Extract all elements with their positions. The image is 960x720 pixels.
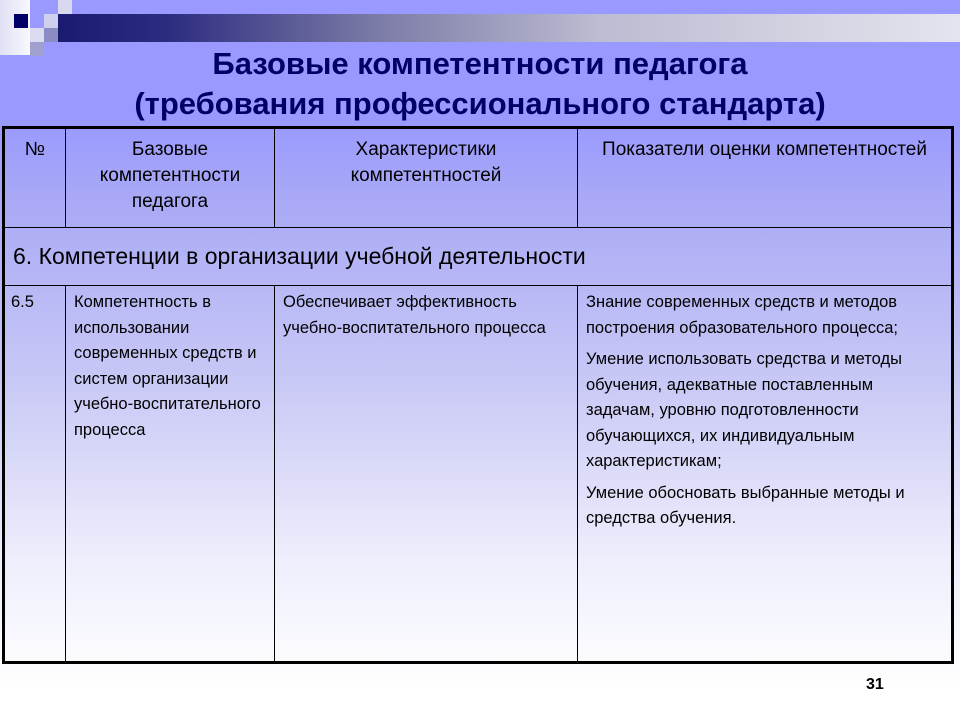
table-row <box>4 286 953 663</box>
section-title: 6. Компетенции в организации учебной деятельности <box>4 228 953 286</box>
header-characteristics: Характеристики компетентностей <box>275 128 578 228</box>
indicator-item: Умение обосновать выбранные методы и средства обучения. <box>586 483 905 527</box>
title-gradient-bar <box>58 14 960 42</box>
decor-square-light <box>44 14 58 28</box>
title-line-2: (требования профессионального стандарта) <box>134 86 826 121</box>
decor-square-dark <box>14 14 28 28</box>
row-indicators <box>578 286 953 663</box>
indicator-item: Умение использовать средства и методы обучения, адекватные поставленным задачам, уровню подготовленности обучающихся, их индивидуальным характеристикам; <box>586 350 902 470</box>
header-indicators: Показатели оценки компетентностей <box>578 128 953 228</box>
table-header-row <box>4 128 953 228</box>
row-number: 6.5 <box>4 286 66 663</box>
title-line-1: Базовые компетентности педагога <box>212 46 748 81</box>
decor-square-light <box>58 0 72 14</box>
slide-title <box>0 44 960 124</box>
decor-square-mid <box>44 28 58 42</box>
section-row <box>4 228 953 286</box>
indicator-item: Знание современных средств и методов построения образовательного процесса; <box>586 293 898 337</box>
row-characteristic: Обеспечивает эффективность учебно-воспитательного процесса <box>275 286 578 663</box>
page-number: 31 <box>866 676 884 693</box>
row-competence: Компетентность в использовании современных средств и систем организации учебно-воспитательного процесса <box>66 286 275 663</box>
header-competence: Базовые компетентности педагога <box>66 128 275 228</box>
decor-square-light <box>30 28 44 42</box>
competence-table <box>2 126 954 664</box>
header-number: № <box>4 128 66 228</box>
